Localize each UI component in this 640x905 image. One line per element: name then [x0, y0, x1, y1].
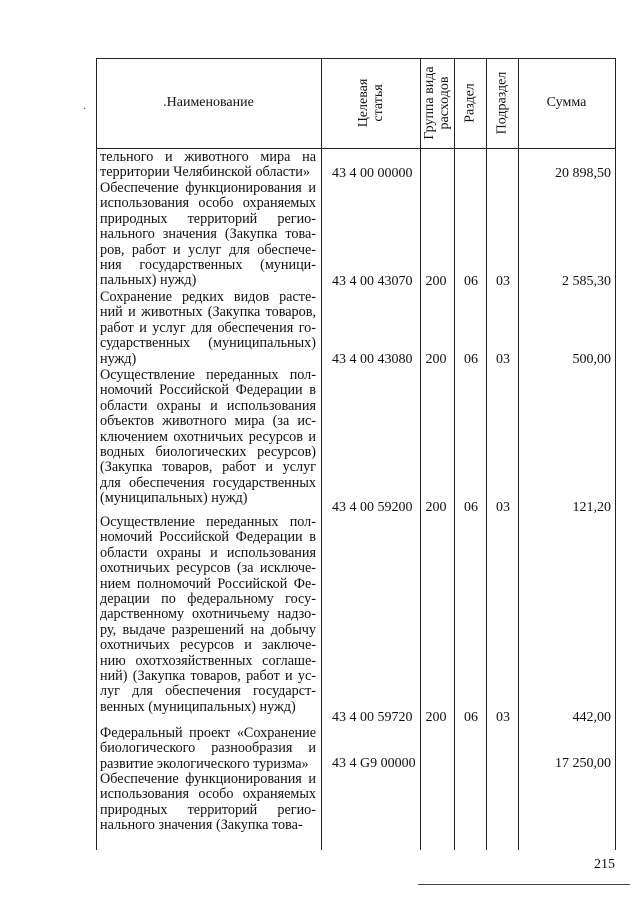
row-subsection: 03	[496, 274, 510, 289]
col-divider-name	[321, 58, 322, 850]
table-row-name: Федеральный проект «Сохранение биологического разнообразия и развитие экологического туризма»	[100, 725, 316, 772]
row-sum: 121,20	[572, 500, 611, 515]
header-section-label: Раздел	[462, 83, 478, 123]
header-group	[420, 58, 454, 148]
row-group: 200	[425, 500, 447, 515]
row-section: 06	[464, 352, 478, 367]
header-section	[454, 58, 486, 148]
table-row-name: Обеспечение функционирования и использования особо охраняемых природных территорий регио-нального значения (Закупка това-ров, работ и услуг для обеспече-ния государственных (муници-пальных) нужд)	[100, 180, 316, 289]
row-sum: 17 250,00	[555, 756, 611, 771]
header-group-label: Группа вида расходов	[422, 66, 452, 140]
row-code: 43 4 00 00000	[332, 166, 413, 181]
row-section: 06	[464, 274, 478, 289]
margin-mark: ·	[83, 104, 87, 115]
table-row-name: Осуществление переданных пол-номочий Российской Федерации в области охраны и использования объектов животного мира (за ис-ключением охотничьих ресурсов и водных биологических ресурсов) (Закупка товаров, работ и услуг для обеспечения государственных (муниципальных) нужд)	[100, 367, 316, 507]
header-name	[96, 58, 321, 148]
row-code: 43 4 00 43070	[332, 274, 413, 289]
row-sum: 20 898,50	[555, 166, 611, 181]
table-row-name: Осуществление переданных пол-номочий Российской Федерации в области охраны и использования охотничьих ресурсов (за исключе-нием полномочий Российской Фе-дерации по федеральному госу-дарственному охотничьему надзо-ру, выдаче разрешений на добычу охотничьих ресурсов и заключе-нию охотхозяйственных соглаше-ний) (Закупка товаров, работ и ус-луг для обеспечения государст-венных (муниципальных) нужд)	[100, 514, 316, 715]
row-sum: 442,00	[572, 710, 611, 725]
table-row-name: тельного и животного мира на территории Челябинской области»	[100, 149, 316, 181]
row-subsection: 03	[496, 500, 510, 515]
header-code	[321, 58, 420, 148]
header-sum	[518, 58, 615, 148]
col-divider-left	[96, 58, 97, 850]
page-number: 215	[594, 857, 615, 872]
row-code: 43 4 G9 00000	[332, 756, 416, 771]
table-row-name: Обеспечение функционирования и использования особо охраняемых природных территорий регио-нального значения (Закупка това-	[100, 771, 316, 834]
footer-rule	[418, 884, 630, 885]
row-section: 06	[464, 500, 478, 515]
col-divider-right	[615, 58, 616, 850]
row-code: 43 4 00 43080	[332, 352, 413, 367]
row-code: 43 4 00 59720	[332, 710, 413, 725]
row-code: 43 4 00 59200	[332, 500, 413, 515]
col-divider-subsection	[518, 58, 519, 850]
row-subsection: 03	[496, 710, 510, 725]
col-divider-group	[454, 58, 455, 850]
row-section: 06	[464, 710, 478, 725]
row-subsection: 03	[496, 352, 510, 367]
row-sum: 2 585,30	[562, 274, 611, 289]
row-sum: 500,00	[572, 352, 611, 367]
header-subsection-label: Подраздел	[494, 71, 510, 135]
header-sum-label: Сумма	[546, 95, 587, 110]
col-divider-section	[486, 58, 487, 850]
header-subsection	[486, 58, 518, 148]
header-name-label: .Наименование	[163, 95, 254, 110]
header-code-label: Целевая статья	[355, 78, 386, 128]
table-row-name: Сохранение редких видов расте-ний и животных (Закупка товаров, работ и услуг для обеспечения го-сударственных (муниципальных) нужд)	[100, 289, 316, 367]
row-group: 200	[425, 352, 447, 367]
row-group: 200	[425, 274, 447, 289]
row-group: 200	[425, 710, 447, 725]
budget-table	[96, 58, 616, 850]
col-divider-code	[420, 58, 421, 850]
